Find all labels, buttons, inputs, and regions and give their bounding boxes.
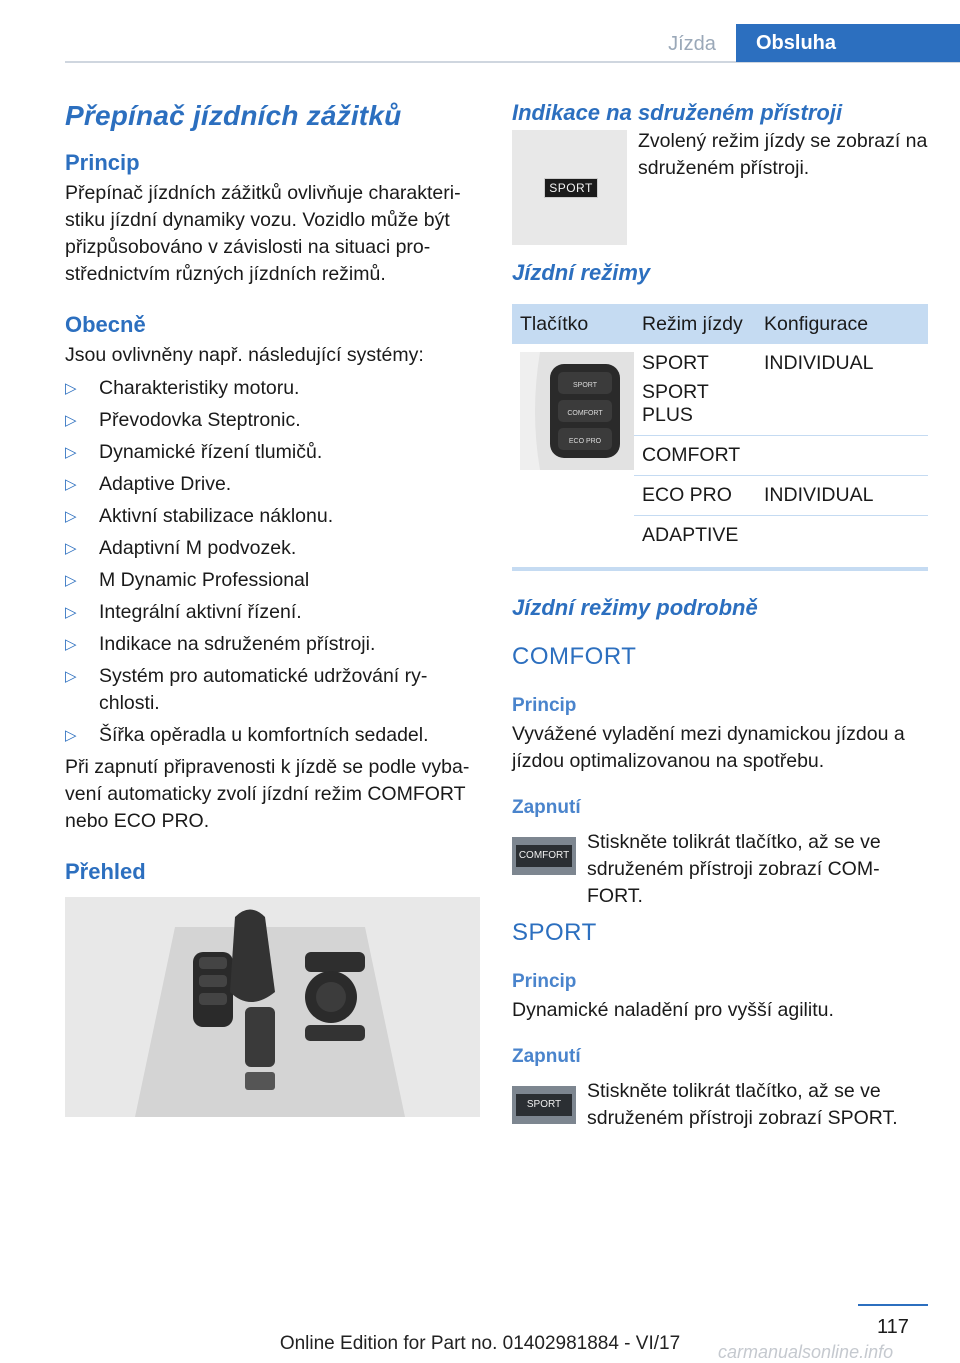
table-header: Konfigurace	[756, 304, 928, 344]
rezimy-heading: Jízdní režimy	[512, 260, 651, 285]
list-item: ▷ Aktivní stabilizace náklonu.	[65, 503, 480, 530]
center-console-illustration	[65, 897, 480, 1117]
tab-jizda[interactable]: Jízda	[668, 33, 716, 55]
table-header-row	[512, 304, 928, 344]
list-item: ▷ Systém pro automatické udržování rychlosti.	[65, 663, 480, 717]
comfort-princip-heading: Princip	[512, 695, 577, 716]
comfort-heading: COMFORT	[512, 643, 637, 670]
sport-zapnuti-text: Stiskněte tolikrát tlačítko, až se ve sdruženém přístroji zobrazí SPORT.	[587, 1080, 898, 1129]
podrobne-heading: Jízdní režimy podrobně	[512, 595, 758, 620]
edition-footer: Online Edition for Part no. 01402981884 - VI/17	[279, 1333, 681, 1354]
right-column	[512, 100, 928, 1140]
after-list-text: Při zapnutí připravenosti k jízdě se podle vybavení automaticky zvolí jízdní režim COMFORT nebo ECO PRO.	[65, 756, 470, 832]
comfort-button-image	[512, 837, 576, 875]
comfort-zapnuti-heading: Zapnutí	[512, 797, 581, 818]
comfort-badge: COMFORT	[516, 845, 572, 867]
left-column	[65, 100, 480, 1117]
sport-badge: SPORT	[516, 1094, 572, 1116]
page-title: Přepínač jízdních zážitků	[65, 100, 402, 131]
table-cell	[756, 516, 928, 556]
table-cell	[756, 436, 928, 476]
button-label-ecopro: ECO PRO	[568, 438, 602, 445]
table-row	[512, 344, 928, 436]
watermark: carmanualsonline.info	[718, 1342, 894, 1362]
tab-obsluha[interactable]: Obsluha	[736, 24, 960, 62]
indikace-heading: Indikace na sdruženém přístroji	[512, 100, 843, 125]
table-header: Režim jízdy	[634, 304, 756, 344]
sport-princip-text: Dynamické naladění pro vyšší agilitu.	[512, 999, 834, 1021]
mode-buttons-illustration	[520, 352, 634, 470]
button-label-comfort: COMFORT	[567, 410, 603, 417]
table-cell	[634, 344, 756, 436]
princip-heading: Princip	[65, 150, 140, 175]
list-item: ▷ Charakteristiky motoru.	[65, 375, 480, 402]
sport-heading: SPORT	[512, 919, 597, 946]
sport-button-image	[512, 1086, 576, 1124]
sport-zapnuti-heading: Zapnutí	[512, 1046, 581, 1067]
page-number-rule	[858, 1304, 928, 1306]
driving-modes-table	[512, 304, 928, 555]
list-item: ▷ Adaptivní M podvozek.	[65, 535, 480, 562]
table-cell: INDIVIDUAL	[764, 352, 874, 374]
list-item: ▷ Indikace na sdruženém přístroji.	[65, 631, 480, 658]
button-label-sport: SPORT	[573, 382, 597, 389]
prehled-heading: Přehled	[65, 859, 146, 884]
table-header: Tlačítko	[512, 304, 634, 344]
princip-text: Přepínač jízdních zážitků ovlivňuje charakteristiku jízdní dynamiky vozu. Vozidlo může být přizpůsobováno v závislosti na situaci prostřednictvím různých jízdních režimů.	[65, 182, 461, 285]
list-item: ▷ Integrální aktivní řízení.	[65, 599, 480, 626]
systems-list	[65, 375, 480, 749]
mode-sport-plus: SPORT PLUS	[642, 381, 709, 426]
obecne-heading: Obecně	[65, 312, 146, 337]
obecne-intro: Jsou ovlivněny např. následující systémy:	[65, 344, 424, 366]
table-cell: COMFORT	[642, 444, 741, 466]
sport-princip-heading: Princip	[512, 971, 577, 992]
console-overview-image	[65, 897, 480, 1117]
list-item: ▷ Převodovka Steptronic.	[65, 407, 480, 434]
button-image-cell	[512, 344, 634, 555]
list-item: ▷ M Dynamic Professional	[65, 567, 480, 594]
cluster-indicator-image	[512, 130, 627, 245]
table-cell: ECO PRO	[642, 484, 732, 506]
comfort-zapnuti-text: Stiskněte tolikrát tlačítko, až se ve sdruženém přístroji zobrazí COMFORT.	[587, 831, 881, 907]
indikace-text: Zvolený režim jízdy se zobrazí na sdruženém přístroji.	[638, 130, 928, 179]
mode-sport: SPORT	[642, 352, 709, 374]
table-bottom-rule	[512, 567, 928, 571]
table-cell: ADAPTIVE	[642, 524, 739, 546]
comfort-princip-text: Vyvážené vyladění mezi dynamickou jízdou a jízdou optimalizovanou na spotřebu.	[512, 723, 905, 772]
sport-indicator-badge: SPORT	[544, 178, 598, 198]
table-cell: INDIVIDUAL	[764, 484, 874, 506]
page-number: 117	[877, 1316, 909, 1338]
list-item: ▷ Adaptive Drive.	[65, 471, 480, 498]
list-item: ▷ Šířka opěradla u komfortních sedadel.	[65, 722, 480, 749]
list-item: ▷ Dynamické řízení tlumičů.	[65, 439, 480, 466]
